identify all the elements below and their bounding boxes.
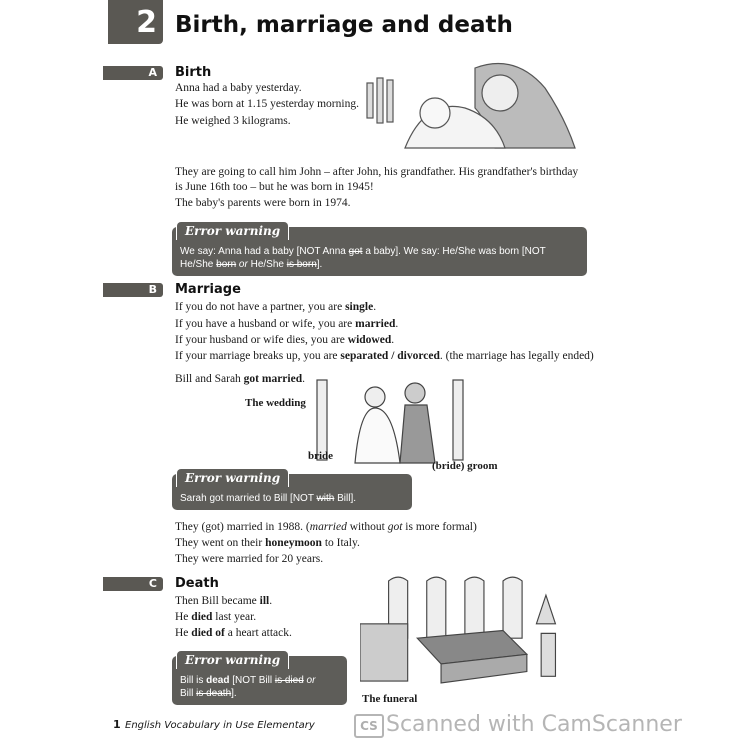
text-segment: is died [274,675,304,686]
section-label-b: B [103,283,163,297]
text-segment: They (got) married in 1988. ( [175,521,310,533]
text-segment: a baby]. We say: He/She was born [NOT He/She [180,246,546,270]
text-segment: They were married for 20 years. [175,553,324,565]
text-segment: single [345,301,374,313]
text-line [175,552,323,566]
text-line [175,594,272,608]
text-line [175,317,398,331]
text-segment: . [269,595,273,607]
text-line [175,626,292,640]
text-segment: a heart attack. [224,627,292,639]
text-line [175,372,305,386]
text-segment: without [346,521,388,533]
text-segment: Then Bill became [175,595,260,607]
text-line [175,180,374,194]
text-segment: If your marriage breaks up, you are [175,350,341,362]
error-warning-text [180,246,546,270]
error-warning-text [180,493,356,504]
error-warning-text [180,675,315,699]
text-segment: or [303,675,316,686]
text-line [175,610,256,624]
text-segment: last year. [212,611,257,623]
text-segment: If you have a husband or wife, you are [175,318,356,330]
error-warning-death [172,653,347,705]
text-segment: [NOT Bill [229,675,275,686]
text-segment: ]. [316,259,323,270]
caption-bride: bride [308,450,334,462]
text-segment: Bill and Sarah [175,373,244,385]
text-segment: with [316,493,335,504]
text-line [175,196,350,210]
text-segment: got [387,521,403,533]
error-warning-tag: Error warning [176,468,289,487]
text-line [175,81,302,95]
text-segment: is more formal) [402,521,477,533]
text-segment: Anna had a baby yesterday. [175,82,302,94]
section-heading-marriage: Marriage [175,282,241,297]
text-segment: married [355,318,396,330]
text-segment: We say: Anna had a baby [NOT Anna [180,246,349,257]
text-segment: Bill is [180,675,207,686]
text-segment: . [302,373,305,385]
section-label-c: C [103,577,163,591]
section-heading-death: Death [175,576,219,591]
text-segment: He/She [250,259,287,270]
text-line [175,300,376,314]
caption-wedding: The wedding [245,397,306,409]
camscanner-watermark: Scanned with CamScanner [386,712,682,737]
text-segment: He [175,627,192,639]
text-segment: . [395,318,399,330]
text-segment: He weighed 3 kilograms. [175,115,291,127]
text-segment: separated / divorced [340,350,440,362]
text-segment: ]. [231,688,237,699]
text-segment: They are going to call him John – after John, his grandfather. His grandfather's birthday [175,166,579,178]
text-segment: honeymoon [265,537,322,549]
text-segment: died of [191,627,225,639]
text-segment: married [309,521,347,533]
text-segment: got married [243,373,303,385]
text-segment: If you do not have a partner, you are [175,301,346,313]
text-segment: ill [259,595,270,607]
camscanner-logo-icon: CS [354,714,384,738]
text-segment: widowed [347,334,392,346]
mother-baby-illustration [365,58,580,153]
text-line [175,165,578,179]
text-segment: is death [196,688,232,699]
text-segment: The baby's parents were born in 1974. [175,197,351,209]
text-line [175,349,594,363]
text-segment: . (the marriage has legally ended) [439,350,594,362]
section-heading-birth: Birth [175,65,212,80]
funeral-illustration [360,575,565,687]
unit-number: 2 [108,0,163,44]
error-warning-tag: Error warning [176,221,289,240]
text-segment: They went on their [175,537,266,549]
text-segment: or [236,259,251,270]
text-segment: dead [206,675,230,686]
error-warning-marriage [172,471,412,510]
text-segment: Bill [180,688,194,699]
text-segment: Sarah got married to Bill [NOT [180,493,317,504]
text-line [175,114,291,128]
text-segment: died [191,611,213,623]
error-warning-tag: Error warning [176,650,289,669]
wedding-illustration [315,375,465,465]
text-segment: to Italy. [321,537,360,549]
text-segment: born [216,259,237,270]
error-warning-birth [172,224,587,276]
text-segment: is June 16th too – but he was born in 1945! [175,181,374,193]
book-title-footer: English Vocabulary in Use Elementary [125,720,315,731]
section-label-a: A [103,66,163,80]
text-segment: . [373,301,377,313]
text-segment: . [391,334,395,346]
text-segment: got [348,246,363,257]
caption-funeral: The funeral [362,693,418,705]
text-segment: Bill]. [334,493,357,504]
text-segment: He was born at 1.15 yesterday morning. [175,98,359,110]
page-number: 1 [113,718,121,731]
text-segment: is born [286,259,317,270]
text-line [175,333,394,347]
text-segment: He [175,611,192,623]
text-line [175,97,359,111]
caption-groom: (bride) groom [432,460,498,472]
text-segment: If your husband or wife dies, you are [175,334,348,346]
text-line [175,520,477,534]
page-title: Birth, marriage and death [175,12,513,38]
text-line [175,536,360,550]
